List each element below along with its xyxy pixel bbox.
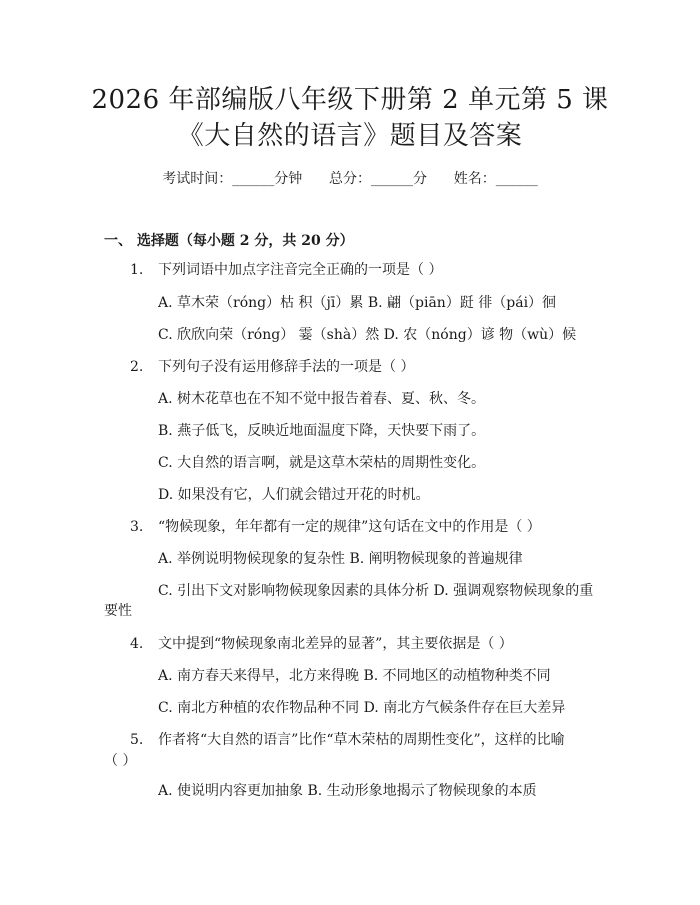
question-number: 4. [130,636,144,652]
question-number: 5. [130,732,144,748]
question-option: B. 燕子低飞，反映近地面温度下降，天快要下雨了。 [158,423,486,439]
exam-info: 考试时间：______分钟 总分：______分 姓名：______ [162,171,538,187]
question-option: A. 使说明内容更加抽象 B. 生动形象地揭示了物候现象的本质 [158,783,537,799]
question-number: 2. [130,359,144,375]
question-option: C. 引出下文对影响物候现象因素的具体分析 D. 强调观察物候现象的重 [158,583,594,599]
question-option: D. 如果没有它，人们就会错过开花的时机。 [158,487,430,503]
question-stem: 下列词语中加点字注音完全正确的一项是（ ） [158,262,443,278]
question-option: A. 南方春天来得早，北方来得晚 B. 不同地区的动植物种类不同 [158,668,551,684]
question-number: 1. [130,262,144,278]
question-option: A. 举例说明物候现象的复杂性 B. 阐明物候现象的普遍规律 [158,551,523,567]
question-stem: 作者将“大自然的语言”比作“草木荣枯的周期性变化”，这样的比喻 [158,732,565,748]
question-number: 3. [130,519,144,535]
question-option: A. 树木花草也在不知不觉中报告着春、夏、秋、冬。 [158,391,486,407]
question-option: A. 草木荣（róng）枯 积（jī）累 B. 翩（piān）跹 徘（pái）徊 [158,295,557,311]
section-heading: 一、 选择题（每小题 2 分，共 20 分） [104,233,354,249]
question-option: C. 大自然的语言啊，就是这草木荣枯的周期性变化。 [158,455,486,471]
question-option: C. 欣欣向荣（róng） 霎（shà）然 D. 农（nóng）谚 物（wù）候 [158,327,577,343]
question-option: C. 南北方种植的农作物品种不同 D. 南北方气候条件存在巨大差异 [158,700,566,716]
question-stem: “物候现象，年年都有一定的规律”这句话在文中的作用是（ ） [158,519,541,535]
question-option-wrap: 要性 [104,603,132,619]
question-stem: 下列句子没有运用修辞手法的一项是（ ） [158,359,415,375]
question-stem-wrap: （ ） [104,753,137,769]
doc-title-line1: 2026 年部编版八年级下册第 2 单元第 5 课 [91,85,609,115]
question-stem: 文中提到“物候现象南北差异的显著”，其主要依据是（ ） [158,636,513,652]
doc-title-line2: 《大自然的语言》题目及答案 [177,121,523,151]
